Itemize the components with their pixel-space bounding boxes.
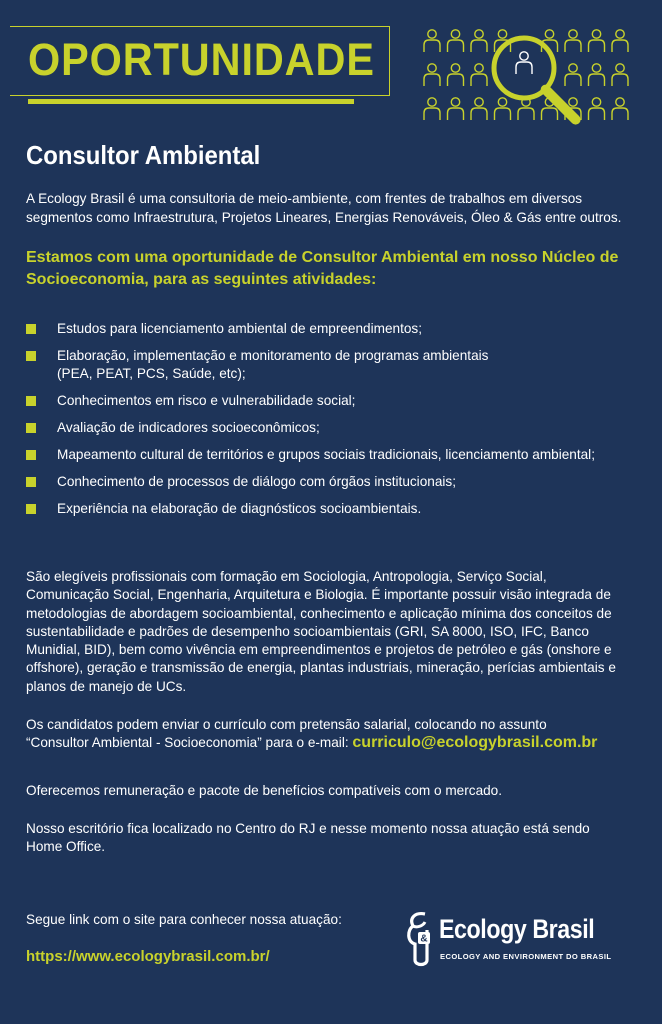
crowd-person-icon [471,30,487,52]
opportunity-highlight: Estamos com uma oportunidade de Consultor Ambiental em nosso Núcleo de Socioeconomia, para as seguintes atividades: [26,249,619,288]
crowd-person-icon [612,64,628,86]
list-item: Mapeamento cultural de territórios e grupos sociais tradicionais, licenciamento ambiental; [26,446,636,464]
page-title: OPORTUNIDADE [28,34,375,85]
crowd-person-icon [589,98,605,120]
crowd-person-icon [518,98,534,120]
list-item: Experiência na elaboração de diagnósticos socioambientais. [26,500,636,518]
site-prompt: Segue link com o site para conhecer nossa atuação: [26,912,342,927]
crowd-person-icon [448,30,464,52]
email-link[interactable]: curriculo@ecologybrasil.com.br [352,734,598,752]
list-item: Conhecimento de processos de diálogo com órgãos institucionais; [26,473,636,491]
bullet-square-icon [26,477,36,487]
list-item: Estudos para licenciamento ambiental de empreendimentos; [26,320,636,338]
crowd-person-icon [612,30,628,52]
bullet-square-icon [26,450,36,460]
bullet-square-icon [26,504,36,514]
crowd-person-icon [495,98,511,120]
crowd-person-icon [424,64,440,86]
crowd-person-icon [448,98,464,120]
activities-list [26,320,636,527]
list-item: Elaboração, implementação e monitoramento de programas ambientais (PEA, PEAT, PCS, Saúde, etc); [26,347,636,383]
list-item: Avaliação de indicadores socioeconômicos; [26,419,636,437]
benefits-paragraph: Oferecemos remuneração e pacote de benefícios compatíveis com o mercado. [26,783,503,798]
eligibility-paragraph: São elegíveis profissionais com formação em Sociologia, Antropologia, Serviço Social, Comunicação Social, Engenharia, Arquitetura e Biologia. É importante possuir visão integrada de metodologias de abordagem socioambiental, conhecimento e aplicação mínima dos conceitos de sustentabilidade e padrões de desempenho socioambientais (GRI, SA 8000, ISO, IFC, Banco Munidial, BID), bem como vivência em empreendimentos e projetos de petróleo e gás (onshore e offshore), geração e transmissão de energia, plantas industriais, mineração, perícias ambientais e planos de manejo de UCs. [26,569,616,694]
list-item: Conhecimentos em risco e vulnerabilidade social; [26,392,636,410]
crowd-person-icon [424,30,440,52]
magnifier-handle-icon [546,90,576,120]
crowd-person-icon [471,98,487,120]
job-title: Consultor Ambiental [26,140,261,170]
crowd-person-icon [612,98,628,120]
bullet-square-icon [26,324,36,334]
site-link[interactable]: https://www.ecologybrasil.com.br/ [26,948,270,965]
crowd-person-icon [565,64,581,86]
crowd-person-icon [471,64,487,86]
crowd-person-icon [589,30,605,52]
title-underline [28,99,354,104]
highlighted-person-icon [516,52,532,74]
bullet-square-icon [26,351,36,361]
logo-name: Ecology Brasil [439,914,595,944]
svg-text:&: & [420,933,428,945]
crowd-person-icon [424,98,440,120]
logo-tagline: ECOLOGY AND ENVIRONMENT DO BRASIL [440,952,612,961]
company-logo [405,908,612,968]
bullet-square-icon [26,396,36,406]
ecology-brasil-logo-mark-icon [405,908,437,968]
intro-paragraph: A Ecology Brasil é uma consultoria de meio-ambiente, com frentes de trabalhos em diversos segmentos como Infraestrutura, Projetos Lineares, Energias Renováveis, Óleo & Gás entre outros. [26,191,622,225]
application-paragraph: Os candidatos podem enviar o currículo com pretensão salarial, colocando no assunto “Consultor Ambiental - Socioeconomia” para o e-mail: curriculo@ecologybrasil.com.br [26,717,598,752]
office-paragraph: Nosso escritório fica localizado no Centro do RJ e nesse momento nossa atuação está sendo Home Office. [26,821,590,855]
crowd-person-icon [589,64,605,86]
crowd-person-icon [565,30,581,52]
magnifying-glass-over-crowd-icon [420,20,635,136]
bullet-square-icon [26,423,36,433]
crowd-person-icon [448,64,464,86]
